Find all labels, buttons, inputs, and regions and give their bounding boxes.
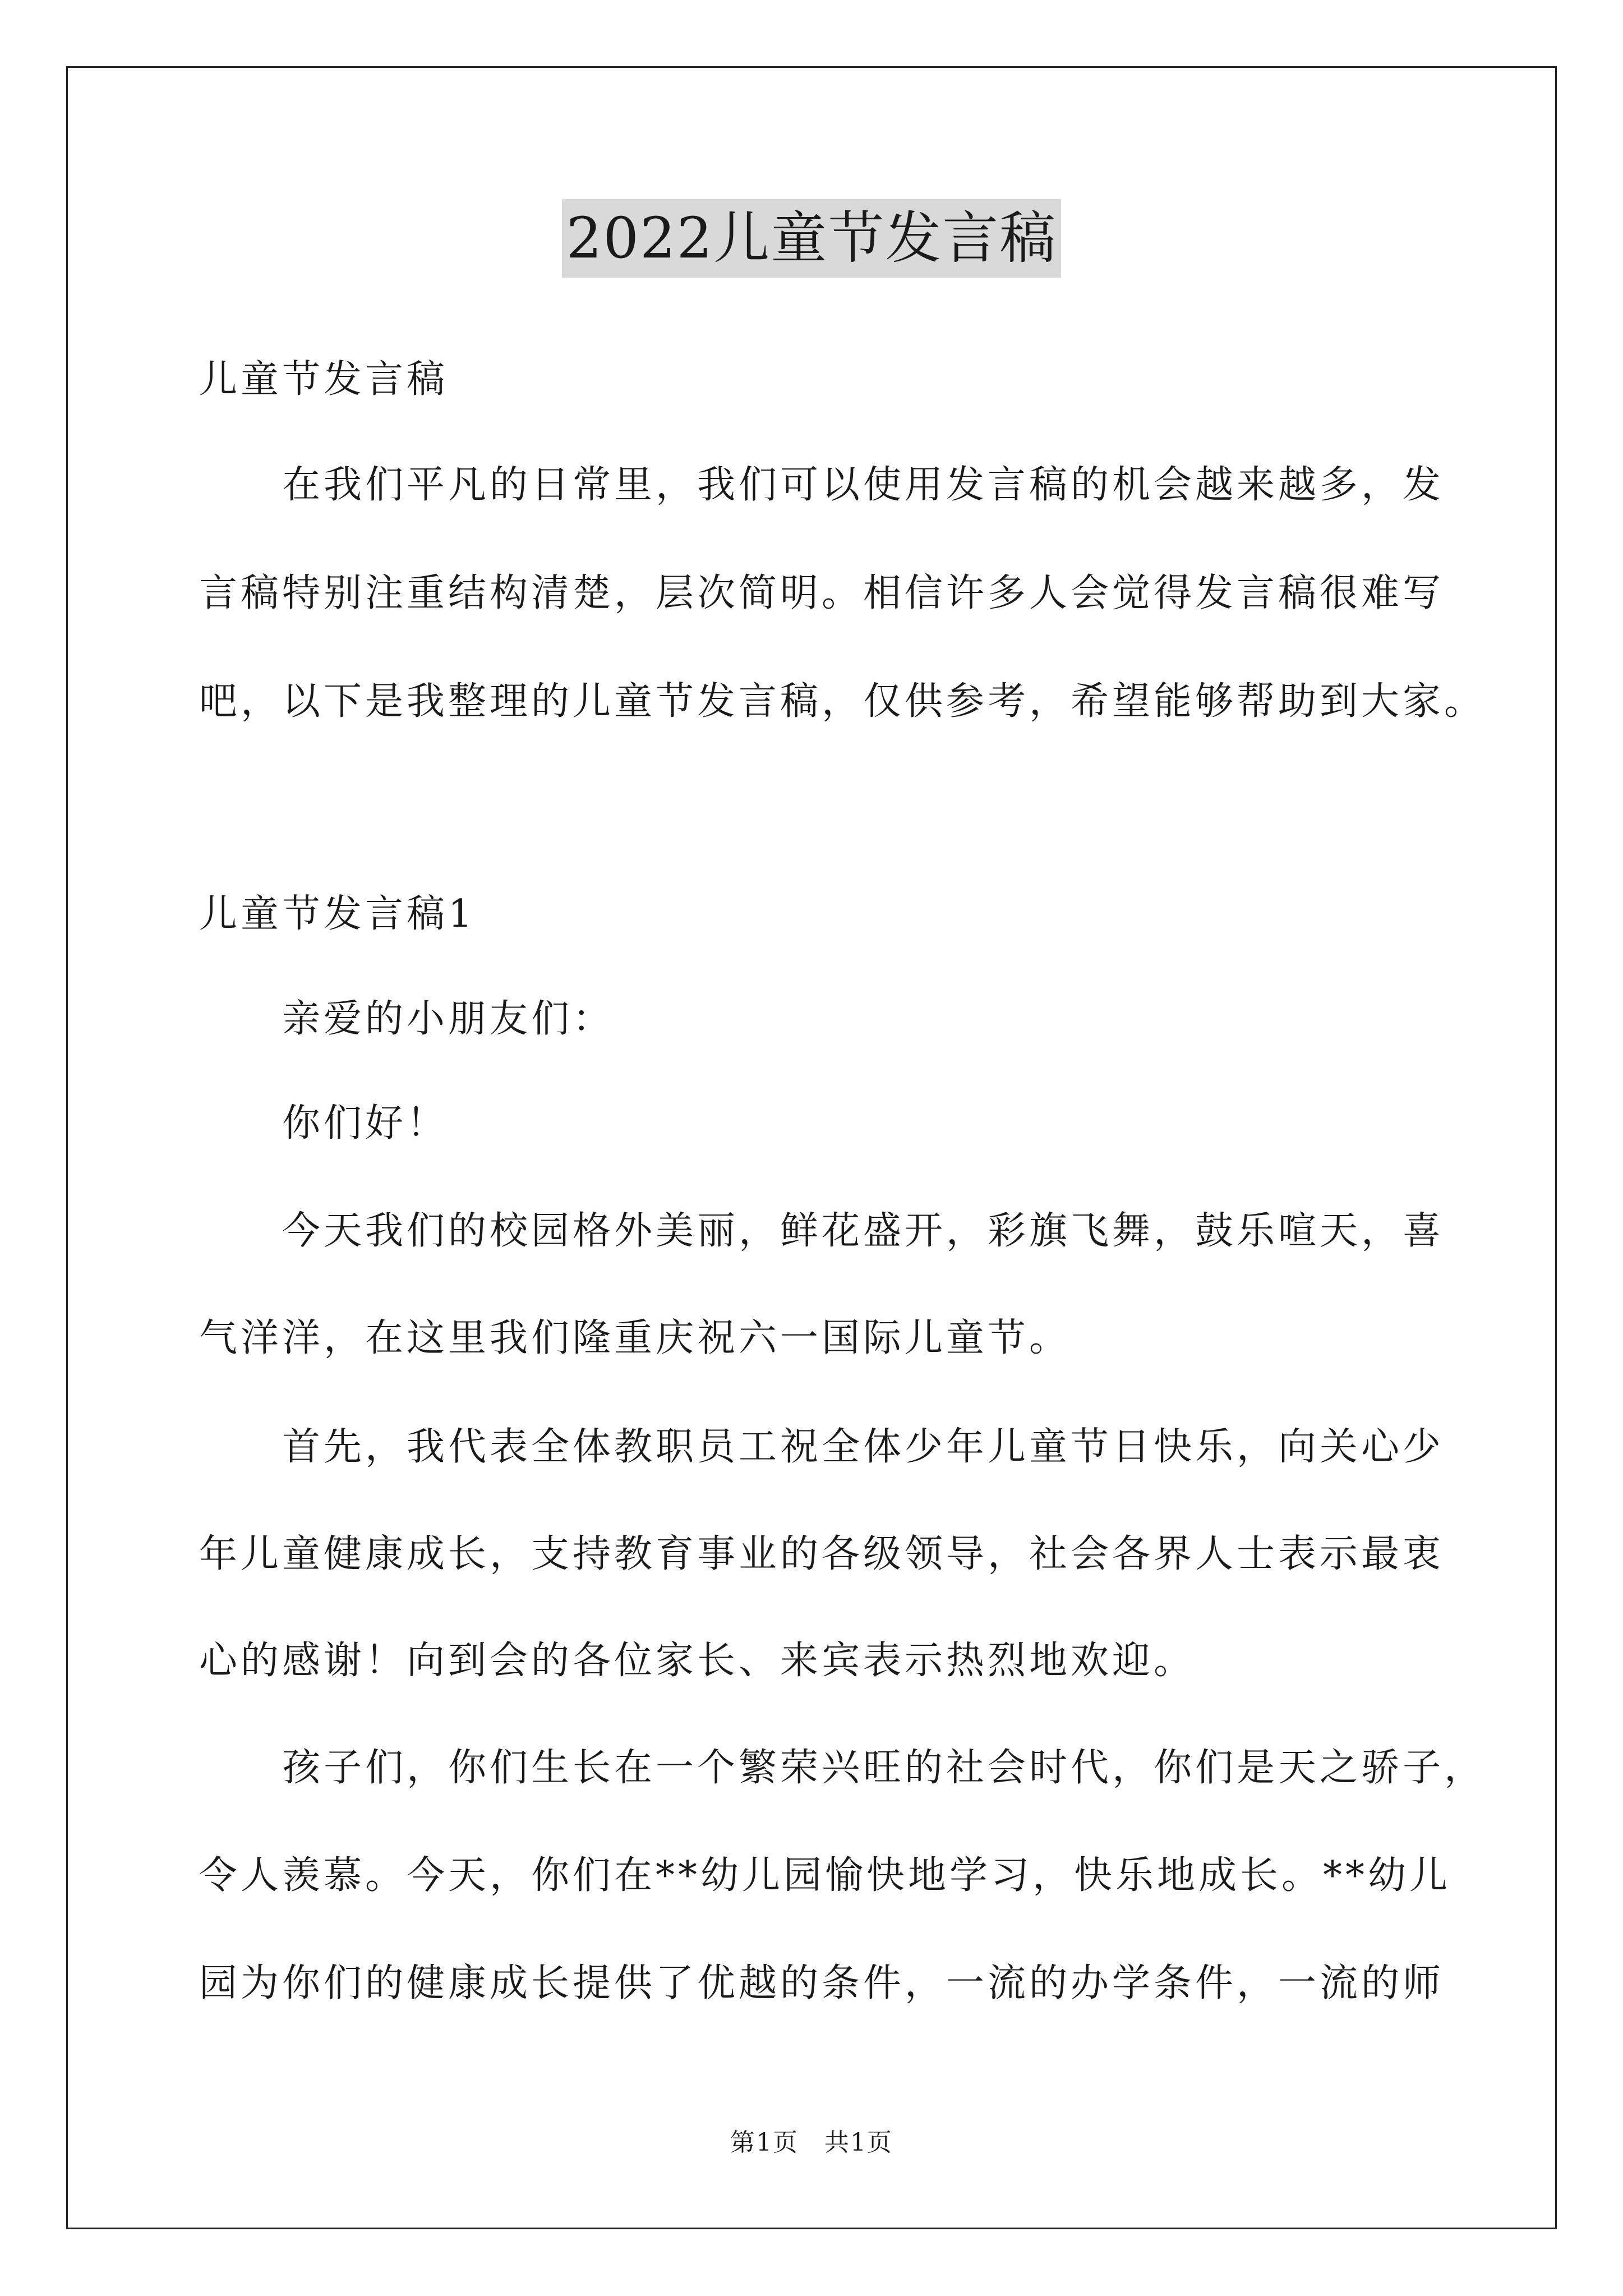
document-title: 2022儿童节发言稿 [562, 199, 1062, 278]
paragraph-line: 亲爱的小朋友们： [282, 997, 615, 1041]
paragraph-line: 首先，我代表全体教职员工祝全体少年儿童节日快乐，向关心少 [282, 1425, 1445, 1469]
paragraph-line: 气洋洋，在这里我们隆重庆祝六一国际儿童节。 [199, 1316, 1071, 1360]
paragraph-line: 言稿特别注重结构清楚，层次简明。相信许多人会觉得发言稿很难写 [199, 571, 1445, 615]
paragraph-line: 园为你们的健康成长提供了优越的条件，一流的办学条件，一流的师 [199, 1961, 1445, 2005]
paragraph-line: 年儿童健康成长，支持教育事业的各级领导，社会各界人士表示最衷 [199, 1532, 1445, 1576]
paragraph-line: 你们好！ [282, 1101, 449, 1145]
paragraph-line: 令人羡慕。今天，你们在**幼儿园愉快地学习，快乐地成长。**幼儿 [199, 1853, 1451, 1898]
paragraph-line: 今天我们的校园格外美丽，鲜花盛开，彩旗飞舞，鼓乐喧天，喜 [282, 1209, 1445, 1253]
paragraph-line: 吧，以下是我整理的儿童节发言稿，仅供参考，希望能够帮助到大家。 [199, 679, 1486, 724]
title-container [0, 199, 1623, 278]
paragraph-line: 心的感谢！向到会的各位家长、来宾表示热烈地欢迎。 [199, 1639, 1196, 1683]
paragraph-line: 孩子们，你们生长在一个繁荣兴旺的社会时代，你们是天之骄子， [282, 1746, 1486, 1790]
section-heading: 儿童节发言稿 [199, 357, 449, 402]
section-heading: 儿童节发言稿1 [199, 892, 476, 936]
page-number-footer: 第1页 共1页 [730, 2128, 893, 2157]
paragraph-line: 在我们平凡的日常里，我们可以使用发言稿的机会越来越多，发 [282, 463, 1445, 507]
